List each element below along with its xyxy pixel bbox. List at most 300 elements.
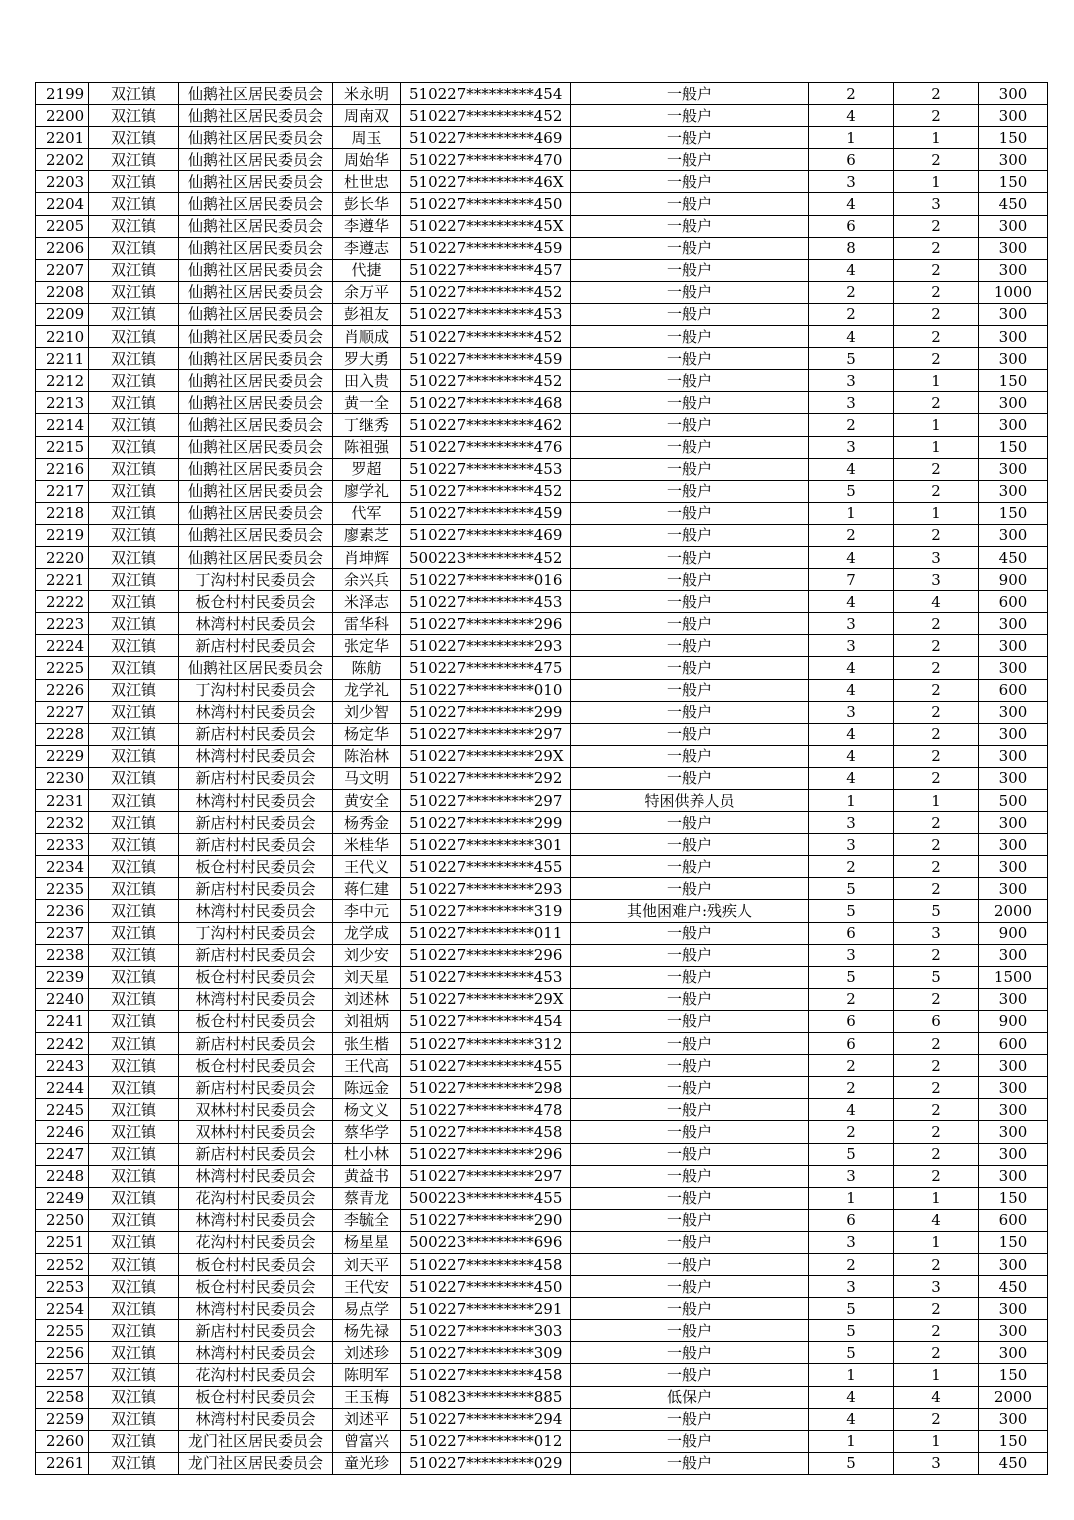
family-size-cell: 4 bbox=[809, 326, 894, 348]
family-size-cell: 4 bbox=[809, 259, 894, 281]
covered-count-cell: 2 bbox=[894, 679, 979, 701]
person-name-cell: 刘祖炳 bbox=[333, 1010, 401, 1032]
town-cell: 双江镇 bbox=[89, 856, 179, 878]
person-name-cell: 罗大勇 bbox=[333, 348, 401, 370]
household-type-cell: 一般户 bbox=[571, 1298, 809, 1320]
covered-count-cell: 2 bbox=[894, 1342, 979, 1364]
id-number-cell: 510227*********476 bbox=[401, 436, 571, 458]
household-type-cell: 一般户 bbox=[571, 1209, 809, 1231]
table-row bbox=[36, 480, 1048, 502]
id-number-cell: 510227*********454 bbox=[401, 1010, 571, 1032]
person-name-cell: 陈祖强 bbox=[333, 436, 401, 458]
family-size-cell: 4 bbox=[809, 1386, 894, 1408]
committee-cell: 仙鹅社区居民委员会 bbox=[179, 524, 333, 546]
covered-count-cell: 1 bbox=[894, 790, 979, 812]
committee-cell: 林湾村村民委员会 bbox=[179, 701, 333, 723]
person-name-cell: 肖坤辉 bbox=[333, 546, 401, 568]
row-number-cell: 2208 bbox=[36, 281, 89, 303]
town-cell: 双江镇 bbox=[89, 679, 179, 701]
household-type-cell: 一般户 bbox=[571, 1253, 809, 1275]
town-cell: 双江镇 bbox=[89, 1099, 179, 1121]
id-number-cell: 510227*********293 bbox=[401, 878, 571, 900]
covered-count-cell: 3 bbox=[894, 569, 979, 591]
table-row bbox=[36, 1209, 1048, 1231]
table-row bbox=[36, 392, 1048, 414]
row-number-cell: 2248 bbox=[36, 1165, 89, 1187]
table-row bbox=[36, 414, 1048, 436]
covered-count-cell: 1 bbox=[894, 127, 979, 149]
committee-cell: 丁沟村村民委员会 bbox=[179, 922, 333, 944]
amount-cell: 300 bbox=[979, 1121, 1048, 1143]
row-number-cell: 2214 bbox=[36, 414, 89, 436]
table-row bbox=[36, 790, 1048, 812]
person-name-cell: 童光珍 bbox=[333, 1452, 401, 1474]
household-type-cell: 一般户 bbox=[571, 878, 809, 900]
row-number-cell: 2209 bbox=[36, 303, 89, 325]
committee-cell: 仙鹅社区居民委员会 bbox=[179, 127, 333, 149]
family-size-cell: 4 bbox=[809, 591, 894, 613]
row-number-cell: 2228 bbox=[36, 723, 89, 745]
table-row bbox=[36, 1165, 1048, 1187]
person-name-cell: 刘天星 bbox=[333, 966, 401, 988]
id-number-cell: 510227*********016 bbox=[401, 569, 571, 591]
household-type-cell: 一般户 bbox=[571, 480, 809, 502]
row-number-cell: 2235 bbox=[36, 878, 89, 900]
amount-cell: 300 bbox=[979, 237, 1048, 259]
amount-cell: 150 bbox=[979, 1231, 1048, 1253]
person-name-cell: 黄益书 bbox=[333, 1165, 401, 1187]
committee-cell: 龙门社区居民委员会 bbox=[179, 1430, 333, 1452]
id-number-cell: 510227*********478 bbox=[401, 1099, 571, 1121]
household-type-cell: 一般户 bbox=[571, 414, 809, 436]
person-name-cell: 丁继秀 bbox=[333, 414, 401, 436]
family-size-cell: 3 bbox=[809, 171, 894, 193]
id-number-cell: 510227*********46X bbox=[401, 171, 571, 193]
family-size-cell: 3 bbox=[809, 436, 894, 458]
covered-count-cell: 2 bbox=[894, 237, 979, 259]
person-name-cell: 李中元 bbox=[333, 900, 401, 922]
table-row bbox=[36, 856, 1048, 878]
family-size-cell: 4 bbox=[809, 105, 894, 127]
covered-count-cell: 2 bbox=[894, 1099, 979, 1121]
committee-cell: 花沟村村民委员会 bbox=[179, 1231, 333, 1253]
household-type-cell: 一般户 bbox=[571, 966, 809, 988]
table-row bbox=[36, 745, 1048, 767]
town-cell: 双江镇 bbox=[89, 1364, 179, 1386]
amount-cell: 300 bbox=[979, 812, 1048, 834]
household-type-cell: 一般户 bbox=[571, 767, 809, 789]
household-type-cell: 一般户 bbox=[571, 988, 809, 1010]
family-size-cell: 5 bbox=[809, 1342, 894, 1364]
amount-cell: 1500 bbox=[979, 966, 1048, 988]
family-size-cell: 5 bbox=[809, 1298, 894, 1320]
household-type-cell: 一般户 bbox=[571, 524, 809, 546]
covered-count-cell: 1 bbox=[894, 1430, 979, 1452]
town-cell: 双江镇 bbox=[89, 1430, 179, 1452]
id-number-cell: 510227*********029 bbox=[401, 1452, 571, 1474]
covered-count-cell: 2 bbox=[894, 480, 979, 502]
covered-count-cell: 4 bbox=[894, 1209, 979, 1231]
row-number-cell: 2254 bbox=[36, 1298, 89, 1320]
household-type-cell: 一般户 bbox=[571, 215, 809, 237]
covered-count-cell: 2 bbox=[894, 657, 979, 679]
person-name-cell: 陈舫 bbox=[333, 657, 401, 679]
family-size-cell: 7 bbox=[809, 569, 894, 591]
town-cell: 双江镇 bbox=[89, 878, 179, 900]
household-type-cell: 一般户 bbox=[571, 1033, 809, 1055]
town-cell: 双江镇 bbox=[89, 1055, 179, 1077]
committee-cell: 板仓村村民委员会 bbox=[179, 1253, 333, 1275]
id-number-cell: 510227*********010 bbox=[401, 679, 571, 701]
town-cell: 双江镇 bbox=[89, 237, 179, 259]
town-cell: 双江镇 bbox=[89, 524, 179, 546]
id-number-cell: 510227*********453 bbox=[401, 303, 571, 325]
town-cell: 双江镇 bbox=[89, 745, 179, 767]
household-type-cell: 一般户 bbox=[571, 922, 809, 944]
amount-cell: 300 bbox=[979, 326, 1048, 348]
person-name-cell: 龙学成 bbox=[333, 922, 401, 944]
amount-cell: 600 bbox=[979, 679, 1048, 701]
id-number-cell: 510227*********462 bbox=[401, 414, 571, 436]
person-name-cell: 杨定华 bbox=[333, 723, 401, 745]
committee-cell: 板仓村村民委员会 bbox=[179, 966, 333, 988]
family-size-cell: 6 bbox=[809, 1209, 894, 1231]
table-row bbox=[36, 281, 1048, 303]
amount-cell: 300 bbox=[979, 745, 1048, 767]
covered-count-cell: 1 bbox=[894, 1231, 979, 1253]
town-cell: 双江镇 bbox=[89, 480, 179, 502]
town-cell: 双江镇 bbox=[89, 723, 179, 745]
table-row bbox=[36, 215, 1048, 237]
household-type-cell: 其他困难户:残疾人 bbox=[571, 900, 809, 922]
family-size-cell: 2 bbox=[809, 414, 894, 436]
amount-cell: 150 bbox=[979, 127, 1048, 149]
covered-count-cell: 2 bbox=[894, 1253, 979, 1275]
household-type-cell: 一般户 bbox=[571, 149, 809, 171]
town-cell: 双江镇 bbox=[89, 767, 179, 789]
person-name-cell: 李遵志 bbox=[333, 237, 401, 259]
household-type-cell: 一般户 bbox=[571, 436, 809, 458]
row-number-cell: 2240 bbox=[36, 988, 89, 1010]
committee-cell: 仙鹅社区居民委员会 bbox=[179, 83, 333, 105]
table-row bbox=[36, 259, 1048, 281]
amount-cell: 300 bbox=[979, 613, 1048, 635]
table-row bbox=[36, 303, 1048, 325]
row-number-cell: 2222 bbox=[36, 591, 89, 613]
committee-cell: 新店村村民委员会 bbox=[179, 1033, 333, 1055]
person-name-cell: 李毓全 bbox=[333, 1209, 401, 1231]
row-number-cell: 2219 bbox=[36, 524, 89, 546]
row-number-cell: 2259 bbox=[36, 1408, 89, 1430]
committee-cell: 仙鹅社区居民委员会 bbox=[179, 546, 333, 568]
id-number-cell: 510227*********012 bbox=[401, 1430, 571, 1452]
town-cell: 双江镇 bbox=[89, 149, 179, 171]
person-name-cell: 蒋仁建 bbox=[333, 878, 401, 900]
amount-cell: 900 bbox=[979, 1010, 1048, 1032]
row-number-cell: 2238 bbox=[36, 944, 89, 966]
id-number-cell: 510227*********303 bbox=[401, 1320, 571, 1342]
row-number-cell: 2258 bbox=[36, 1386, 89, 1408]
person-name-cell: 代军 bbox=[333, 502, 401, 524]
committee-cell: 林湾村村民委员会 bbox=[179, 900, 333, 922]
person-name-cell: 刘天平 bbox=[333, 1253, 401, 1275]
person-name-cell: 王代高 bbox=[333, 1055, 401, 1077]
committee-cell: 仙鹅社区居民委员会 bbox=[179, 502, 333, 524]
household-type-cell: 一般户 bbox=[571, 1342, 809, 1364]
family-size-cell: 4 bbox=[809, 679, 894, 701]
id-number-cell: 510227*********293 bbox=[401, 635, 571, 657]
family-size-cell: 4 bbox=[809, 767, 894, 789]
household-type-cell: 一般户 bbox=[571, 1143, 809, 1165]
person-name-cell: 龙学礼 bbox=[333, 679, 401, 701]
amount-cell: 300 bbox=[979, 988, 1048, 1010]
amount-cell: 600 bbox=[979, 1033, 1048, 1055]
committee-cell: 仙鹅社区居民委员会 bbox=[179, 215, 333, 237]
id-number-cell: 510227*********458 bbox=[401, 1253, 571, 1275]
table-row bbox=[36, 1033, 1048, 1055]
committee-cell: 新店村村民委员会 bbox=[179, 1320, 333, 1342]
amount-cell: 900 bbox=[979, 922, 1048, 944]
amount-cell: 300 bbox=[979, 215, 1048, 237]
id-number-cell: 510227*********452 bbox=[401, 326, 571, 348]
amount-cell: 300 bbox=[979, 83, 1048, 105]
town-cell: 双江镇 bbox=[89, 392, 179, 414]
id-number-cell: 510227*********458 bbox=[401, 1121, 571, 1143]
id-number-cell: 510227*********452 bbox=[401, 281, 571, 303]
person-name-cell: 杜小林 bbox=[333, 1143, 401, 1165]
town-cell: 双江镇 bbox=[89, 1077, 179, 1099]
person-name-cell: 米桂华 bbox=[333, 834, 401, 856]
committee-cell: 新店村村民委员会 bbox=[179, 635, 333, 657]
amount-cell: 300 bbox=[979, 1165, 1048, 1187]
table-row bbox=[36, 127, 1048, 149]
family-size-cell: 5 bbox=[809, 900, 894, 922]
table-row bbox=[36, 83, 1048, 105]
person-name-cell: 周玉 bbox=[333, 127, 401, 149]
id-number-cell: 510227*********296 bbox=[401, 613, 571, 635]
household-type-cell: 一般户 bbox=[571, 303, 809, 325]
amount-cell: 150 bbox=[979, 502, 1048, 524]
household-type-cell: 一般户 bbox=[571, 370, 809, 392]
id-number-cell: 500223*********696 bbox=[401, 1231, 571, 1253]
family-size-cell: 3 bbox=[809, 701, 894, 723]
id-number-cell: 510227*********452 bbox=[401, 105, 571, 127]
committee-cell: 板仓村村民委员会 bbox=[179, 1276, 333, 1298]
table-row bbox=[36, 149, 1048, 171]
covered-count-cell: 5 bbox=[894, 966, 979, 988]
family-size-cell: 5 bbox=[809, 348, 894, 370]
amount-cell: 300 bbox=[979, 657, 1048, 679]
amount-cell: 150 bbox=[979, 370, 1048, 392]
table-row bbox=[36, 1430, 1048, 1452]
table-row bbox=[36, 569, 1048, 591]
household-type-cell: 一般户 bbox=[571, 1320, 809, 1342]
covered-count-cell: 2 bbox=[894, 326, 979, 348]
row-number-cell: 2245 bbox=[36, 1099, 89, 1121]
committee-cell: 丁沟村村民委员会 bbox=[179, 569, 333, 591]
committee-cell: 仙鹅社区居民委员会 bbox=[179, 326, 333, 348]
row-number-cell: 2255 bbox=[36, 1320, 89, 1342]
covered-count-cell: 1 bbox=[894, 502, 979, 524]
committee-cell: 仙鹅社区居民委员会 bbox=[179, 657, 333, 679]
table-row bbox=[36, 679, 1048, 701]
amount-cell: 450 bbox=[979, 546, 1048, 568]
row-number-cell: 2201 bbox=[36, 127, 89, 149]
town-cell: 双江镇 bbox=[89, 1320, 179, 1342]
table-row bbox=[36, 1253, 1048, 1275]
household-type-cell: 一般户 bbox=[571, 259, 809, 281]
table-row bbox=[36, 922, 1048, 944]
committee-cell: 仙鹅社区居民委员会 bbox=[179, 436, 333, 458]
table-row bbox=[36, 635, 1048, 657]
committee-cell: 仙鹅社区居民委员会 bbox=[179, 281, 333, 303]
family-size-cell: 2 bbox=[809, 303, 894, 325]
town-cell: 双江镇 bbox=[89, 1408, 179, 1430]
covered-count-cell: 1 bbox=[894, 1364, 979, 1386]
row-number-cell: 2206 bbox=[36, 237, 89, 259]
row-number-cell: 2233 bbox=[36, 834, 89, 856]
id-number-cell: 510227*********450 bbox=[401, 1276, 571, 1298]
person-name-cell: 周南双 bbox=[333, 105, 401, 127]
person-name-cell: 杨先禄 bbox=[333, 1320, 401, 1342]
committee-cell: 仙鹅社区居民委员会 bbox=[179, 370, 333, 392]
committee-cell: 仙鹅社区居民委员会 bbox=[179, 171, 333, 193]
covered-count-cell: 2 bbox=[894, 281, 979, 303]
amount-cell: 150 bbox=[979, 1187, 1048, 1209]
table-row bbox=[36, 1298, 1048, 1320]
id-number-cell: 510227*********292 bbox=[401, 767, 571, 789]
family-size-cell: 4 bbox=[809, 458, 894, 480]
family-size-cell: 1 bbox=[809, 790, 894, 812]
table-row bbox=[36, 657, 1048, 679]
row-number-cell: 2210 bbox=[36, 326, 89, 348]
family-size-cell: 1 bbox=[809, 127, 894, 149]
person-name-cell: 米永明 bbox=[333, 83, 401, 105]
row-number-cell: 2256 bbox=[36, 1342, 89, 1364]
town-cell: 双江镇 bbox=[89, 1121, 179, 1143]
family-size-cell: 8 bbox=[809, 237, 894, 259]
household-type-cell: 一般户 bbox=[571, 83, 809, 105]
committee-cell: 新店村村民委员会 bbox=[179, 723, 333, 745]
roster-body bbox=[36, 83, 1048, 1475]
person-name-cell: 王代安 bbox=[333, 1276, 401, 1298]
row-number-cell: 2200 bbox=[36, 105, 89, 127]
row-number-cell: 2232 bbox=[36, 812, 89, 834]
covered-count-cell: 2 bbox=[894, 1055, 979, 1077]
row-number-cell: 2246 bbox=[36, 1121, 89, 1143]
row-number-cell: 2211 bbox=[36, 348, 89, 370]
row-number-cell: 2205 bbox=[36, 215, 89, 237]
person-name-cell: 王代义 bbox=[333, 856, 401, 878]
row-number-cell: 2216 bbox=[36, 458, 89, 480]
household-type-cell: 一般户 bbox=[571, 1055, 809, 1077]
row-number-cell: 2244 bbox=[36, 1077, 89, 1099]
family-size-cell: 3 bbox=[809, 1276, 894, 1298]
town-cell: 双江镇 bbox=[89, 1298, 179, 1320]
table-row bbox=[36, 193, 1048, 215]
committee-cell: 仙鹅社区居民委员会 bbox=[179, 480, 333, 502]
covered-count-cell: 2 bbox=[894, 524, 979, 546]
town-cell: 双江镇 bbox=[89, 657, 179, 679]
table-row bbox=[36, 1342, 1048, 1364]
id-number-cell: 510227*********453 bbox=[401, 458, 571, 480]
committee-cell: 林湾村村民委员会 bbox=[179, 1408, 333, 1430]
family-size-cell: 2 bbox=[809, 1055, 894, 1077]
row-number-cell: 2227 bbox=[36, 701, 89, 723]
town-cell: 双江镇 bbox=[89, 171, 179, 193]
amount-cell: 500 bbox=[979, 790, 1048, 812]
id-number-cell: 510227*********297 bbox=[401, 723, 571, 745]
covered-count-cell: 2 bbox=[894, 878, 979, 900]
person-name-cell: 杨秀金 bbox=[333, 812, 401, 834]
id-number-cell: 510227*********468 bbox=[401, 392, 571, 414]
town-cell: 双江镇 bbox=[89, 105, 179, 127]
id-number-cell: 510227*********455 bbox=[401, 1055, 571, 1077]
household-type-cell: 一般户 bbox=[571, 679, 809, 701]
town-cell: 双江镇 bbox=[89, 458, 179, 480]
table-row bbox=[36, 1386, 1048, 1408]
id-number-cell: 510227*********459 bbox=[401, 502, 571, 524]
town-cell: 双江镇 bbox=[89, 988, 179, 1010]
amount-cell: 300 bbox=[979, 723, 1048, 745]
person-name-cell: 曾富兴 bbox=[333, 1430, 401, 1452]
household-type-cell: 一般户 bbox=[571, 591, 809, 613]
town-cell: 双江镇 bbox=[89, 1231, 179, 1253]
table-row bbox=[36, 237, 1048, 259]
household-type-cell: 一般户 bbox=[571, 834, 809, 856]
table-row bbox=[36, 1121, 1048, 1143]
id-number-cell: 510227*********458 bbox=[401, 1364, 571, 1386]
town-cell: 双江镇 bbox=[89, 546, 179, 568]
table-row bbox=[36, 944, 1048, 966]
covered-count-cell: 2 bbox=[894, 767, 979, 789]
amount-cell: 2000 bbox=[979, 900, 1048, 922]
person-name-cell: 杨星星 bbox=[333, 1231, 401, 1253]
town-cell: 双江镇 bbox=[89, 215, 179, 237]
town-cell: 双江镇 bbox=[89, 1452, 179, 1474]
family-size-cell: 4 bbox=[809, 1099, 894, 1121]
amount-cell: 300 bbox=[979, 414, 1048, 436]
table-row bbox=[36, 348, 1048, 370]
town-cell: 双江镇 bbox=[89, 259, 179, 281]
id-number-cell: 510227*********452 bbox=[401, 370, 571, 392]
town-cell: 双江镇 bbox=[89, 1010, 179, 1032]
household-type-cell: 一般户 bbox=[571, 1077, 809, 1099]
covered-count-cell: 2 bbox=[894, 701, 979, 723]
id-number-cell: 510227*********469 bbox=[401, 127, 571, 149]
person-name-cell: 易点学 bbox=[333, 1298, 401, 1320]
person-name-cell: 米泽志 bbox=[333, 591, 401, 613]
family-size-cell: 1 bbox=[809, 1364, 894, 1386]
committee-cell: 新店村村民委员会 bbox=[179, 767, 333, 789]
table-row bbox=[36, 767, 1048, 789]
committee-cell: 仙鹅社区居民委员会 bbox=[179, 193, 333, 215]
family-size-cell: 5 bbox=[809, 1452, 894, 1474]
table-row bbox=[36, 988, 1048, 1010]
id-number-cell: 510227*********298 bbox=[401, 1077, 571, 1099]
committee-cell: 丁沟村村民委员会 bbox=[179, 679, 333, 701]
committee-cell: 新店村村民委员会 bbox=[179, 878, 333, 900]
id-number-cell: 510227*********452 bbox=[401, 480, 571, 502]
town-cell: 双江镇 bbox=[89, 193, 179, 215]
table-row bbox=[36, 524, 1048, 546]
family-size-cell: 5 bbox=[809, 966, 894, 988]
family-size-cell: 5 bbox=[809, 1143, 894, 1165]
town-cell: 双江镇 bbox=[89, 591, 179, 613]
id-number-cell: 510227*********455 bbox=[401, 856, 571, 878]
family-size-cell: 1 bbox=[809, 502, 894, 524]
covered-count-cell: 2 bbox=[894, 834, 979, 856]
